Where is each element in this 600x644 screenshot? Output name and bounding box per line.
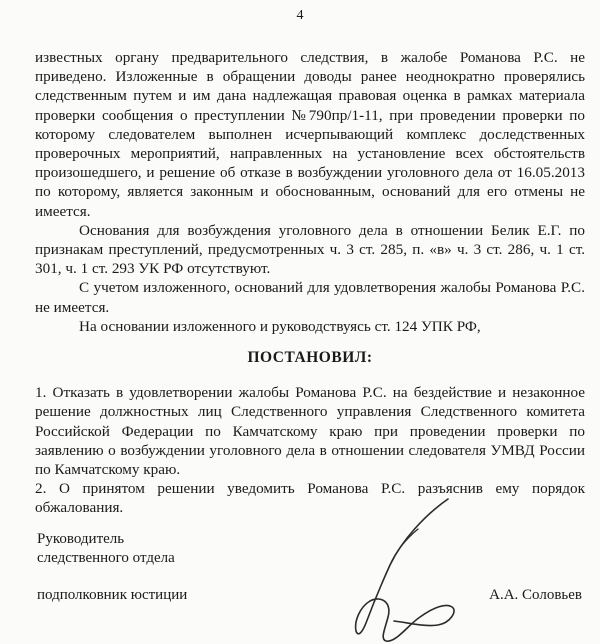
handwritten-signature xyxy=(330,495,480,644)
decision-item-1: 1. Отказать в удовлетворении жалобы Романова Р.С. на бездействие и незаконное решение должностных лиц Следственного управления Следственного комитета Российской Федерации по Камчатскому краю при проведении проверки по заявлению о возбуждении уголовного дела в отношении следователя УМВД России по Камчатскому краю. xyxy=(35,384,585,479)
paragraph-1: известных органу предварительного следствия, в жалобе Романова Р.С. не приведено. Изложенные в обращении доводы ранее неоднократно проверялись следственным путем и им дана надлежащая правовая оценка в рамках материала проверки сообщения о преступлении №790пр/1-11, при проведении проверки по которому следователем выполнен исчерпывающий комплекс доследственных проверочных мероприятий, направленных на установление всех обстоятельств произошедшего, и решение об отказе в возбуждении уголовного дела от 16.05.2013 по которому, является законным и обоснованным, оснований для его отмены не имеется. xyxy=(35,49,585,220)
page-number: 4 xyxy=(296,8,304,23)
signer-title-line-1: Руководитель xyxy=(37,531,125,547)
signer-rank: подполковник юстиции xyxy=(37,587,188,603)
signer-name: А.А. Соловьев xyxy=(489,587,582,603)
paragraph-4: На основании изложенного и руководствуясь ст. 124 УПК РФ, xyxy=(79,317,481,335)
decision-heading: ПОСТАНОВИЛ: xyxy=(247,349,373,367)
decision-item-2: 2. О принятом решении уведомить Романова Р.С. разъяснив ему порядок обжалования. xyxy=(35,480,585,517)
document-body xyxy=(35,48,585,518)
signer-title-line-2: следственного отдела xyxy=(37,550,175,566)
paragraph-2: Основания для возбуждения уголовного дела в отношении Белик Е.Г. по признакам преступлений, предусмотренных ч. 3 ст. 285, п. «в» ч. 3 ст. 286, ч. 1 ст. 301, ч. 1 ст. 293 УК РФ отсутствуют. xyxy=(35,221,585,278)
signer-line xyxy=(37,586,582,605)
signature-block xyxy=(37,530,582,605)
paragraph-3: С учетом изложенного, оснований для удовлетворения жалобы Романова Р.С. не имеется. xyxy=(35,279,585,316)
